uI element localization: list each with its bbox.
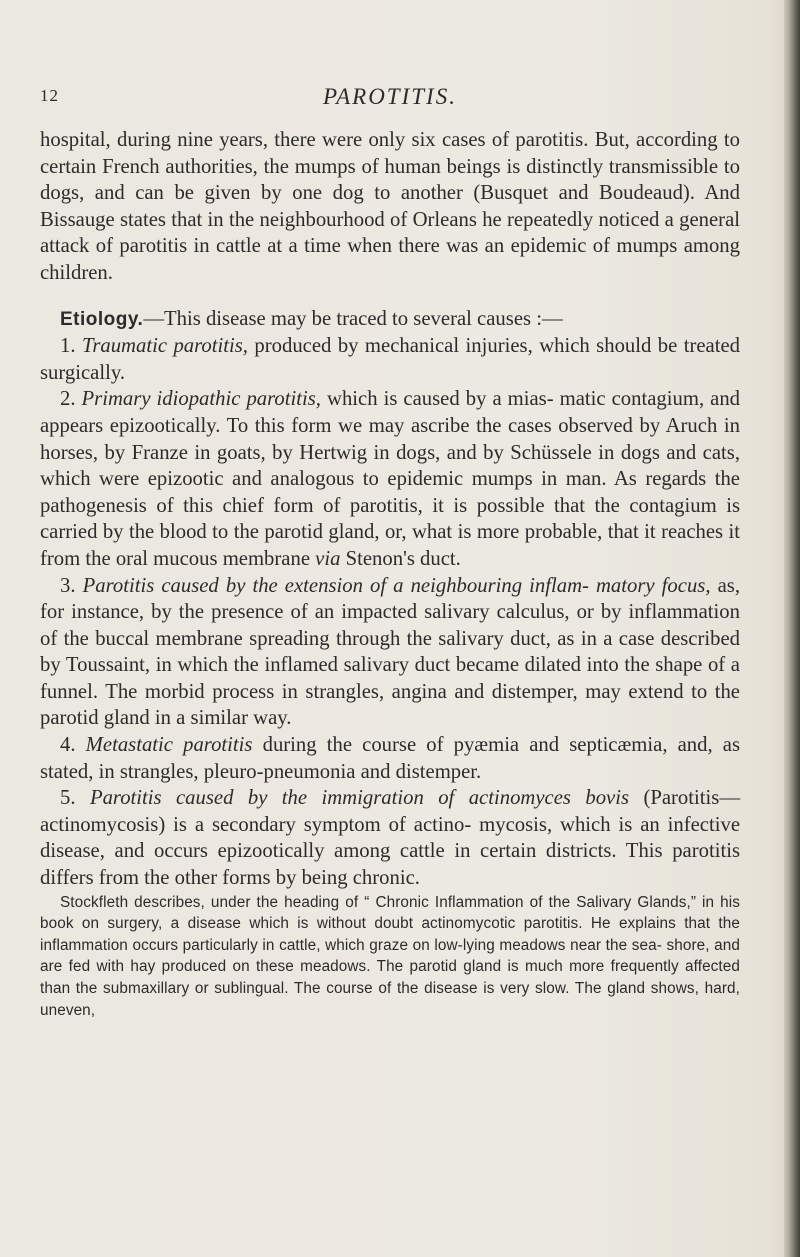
item-title: Parotitis caused by the extension of a neighbouring inflam- matory focus, <box>82 574 711 597</box>
etiology-intro: —This disease may be traced to several causes :— <box>143 307 563 330</box>
item-number: 1. <box>60 335 76 358</box>
item-text: as, for instance, by the presence of an impacted salivary calculus, or by inflammation of the buccal membrane spreading through the salivary duct, as in a case described by Toussaint, in which the inflamed salivary duct became dilated into the shape of a funnel. The morbid process in strangles, angina and distemper, may extend to the parotid gland in a similar way. <box>40 574 740 730</box>
list-item <box>40 386 740 572</box>
small-print-paragraph: Stockfleth describes, under the heading of “ Chronic Inflammation of the Salivary Glands,” in his book on surgery, a disease which is without doubt actinomycotic parotitis. He explains that the inflammation occurs particularly in cattle, which graze on low-lying meadows near the sea- shore, and are fed with hay produced on these meadows. The parotid gland is much more frequently affected than the submaxillary or sublingual. The course of the disease is very slow. The gland shows, hard, uneven, <box>40 893 740 1019</box>
item-text: produced by mechanical injuries, which should be treated surgically. <box>40 335 741 384</box>
item-number: 3. <box>60 574 76 597</box>
section-heading: Etiology. <box>60 308 144 330</box>
paragraph-intro: hospital, during nine years, there were only six cases of parotitis. But, according to certain French authorities, the mumps of human beings is distinctly transmissible to dogs, and can be given by one dog to another (Busquet and Boudeaud). And Bissauge states that in the neighbourhood of Orleans he repeatedly noticed a general attack of parotitis in cattle at a time when there was an epidemic of mumps among children. <box>40 129 740 284</box>
page-body <box>40 127 740 1021</box>
item-text: Stenon's duct. <box>340 547 461 570</box>
page-header <box>40 86 740 112</box>
item-emphasis: via <box>315 547 341 570</box>
list-item <box>40 732 740 785</box>
list-item <box>40 785 740 891</box>
running-title: PAROTITIS. <box>323 84 457 109</box>
paragraph-etiology <box>40 306 740 334</box>
item-title: Traumatic parotitis, <box>81 335 248 358</box>
page-edge-shadow <box>784 0 800 1257</box>
item-text: during the course of pyæmia and septicæmia, and, as stated, in strangles, pleuro-pneumonia and distemper. <box>40 734 741 783</box>
item-title: Metastatic parotitis <box>85 734 253 757</box>
item-text: which is caused by a mias- matic contagium, and appears epizootically. To this form we may ascribe the cases observed by Aruch in horses, by Franze in goats, by Hertwig in dogs, and by Schüssele in dogs and cats, which were epizootic and analogous to epidemic mumps in man. As regards the pathogenesis of this chief form of parotitis, it is possible that the contagium is carried by the blood to the parotid gland, or, what is more probable, that it reaches it from the oral mucous membrane <box>40 388 741 570</box>
item-number: 4. <box>60 734 76 757</box>
list-item <box>40 573 740 733</box>
page-number: 12 <box>40 86 59 105</box>
item-title: Primary idiopathic parotitis, <box>81 388 321 411</box>
item-number: 2. <box>60 388 76 411</box>
item-title: Parotitis caused by the immigration of actinomyces bovis <box>89 787 630 810</box>
item-number: 5. <box>60 787 76 810</box>
list-item <box>40 333 740 386</box>
item-text: (Parotitis—actinomycosis) is a secondary symptom of actino- mycosis, which is an infective disease, and occurs epizootically among cattle in certain districts. This parotitis differs from the other forms by being chronic. <box>40 787 741 890</box>
